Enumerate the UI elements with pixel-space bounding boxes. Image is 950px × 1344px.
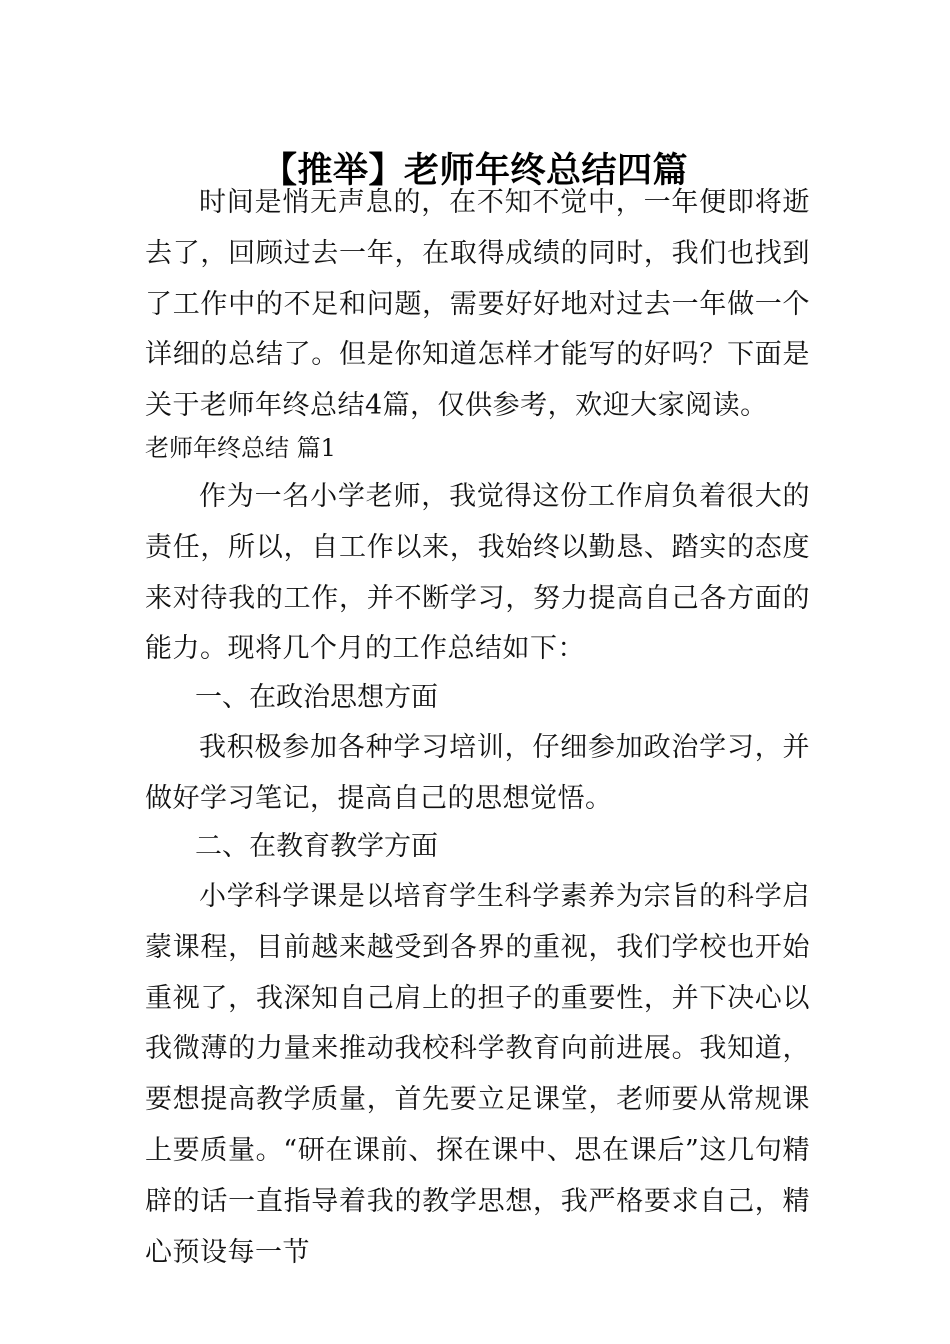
heading-political-thought: 一、在政治思想方面 — [195, 682, 438, 713]
document-title: 【推举】老师年终总结四篇 — [261, 151, 688, 192]
paragraph-1: 作为一名小学老师，我觉得这份工作肩负着很大的责任，所以，自工作以来，我始终以勤恳、踏实的态度来对待我的工作，并不断学习，努力提高自己各方面的能力。现将几个月的工作总结如下： — [145, 481, 810, 665]
section-label: 老师年终总结 篇1 — [145, 434, 336, 462]
heading-teaching: 二、在教育教学方面 — [195, 831, 438, 862]
paragraph-2: 我积极参加各种学习培训，仔细参加政治学习，并做好学习笔记，提高自己的思想觉悟。 — [145, 732, 810, 814]
paragraph-3: 小学科学课是以培育学生科学素养为宗旨的科学启蒙课程，目前越来越受到各界的重视，我们学校也开始重视了，我深知自己肩上的担子的重要性，并下决心以我微薄的力量来推动我校科学教育向前进展。我知道，要想提高教学质量，首先要立足课堂，老师要从常规课上要质量。“研在课前、探在课中、思在课后”这几句精辟的话一直指导着我的教学思想，我严格要求自己，精心预设每一节 — [145, 881, 810, 1268]
intro-paragraph: 时间是悄无声息的，在不知不觉中，一年便即将逝去了，回顾过去一年，在取得成绩的同时，我们也找到了工作中的不足和问题，需要好好地对过去一年做一个详细的总结了。但是你知道怎样才能写的好吗？下面是关于老师年终总结4篇，仅供参考，欢迎大家阅读。 — [145, 187, 810, 422]
